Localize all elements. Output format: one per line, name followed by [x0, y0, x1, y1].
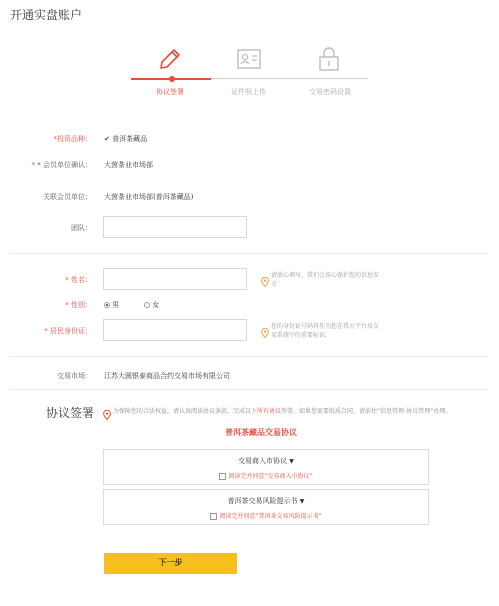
name-input[interactable] — [103, 268, 247, 290]
step-progress-track — [211, 78, 368, 79]
section-divider — [10, 389, 489, 390]
caret-down-icon: ▼ — [299, 498, 305, 505]
market-value: 江苏大圆银泰商品合约交易市场有限公司 — [104, 372, 230, 380]
product-option[interactable]: ✔ 普洱茶藏品 — [104, 135, 148, 143]
all-agreements-link[interactable]: 所有协议 — [257, 408, 282, 415]
related-unit-label: 关联会员单位： — [43, 193, 92, 201]
step-3-label[interactable]: 交易密码设置 — [309, 88, 351, 96]
market-label: 交易市场： — [57, 372, 92, 380]
gender-male-option[interactable]: 男 — [104, 300, 119, 310]
name-label: * 姓名： — [65, 276, 92, 284]
section-divider — [10, 253, 489, 254]
checkbox-icon — [219, 473, 226, 480]
check-icon: ✔ — [104, 135, 110, 143]
lock-icon — [318, 47, 340, 71]
team-label: 团队： — [71, 224, 92, 232]
name-hint: 请放心填写，我们会用心保护您的信息安全 — [271, 272, 380, 288]
agreement-checkbox[interactable]: 阅读完并同意“交易商入市协议” — [104, 471, 428, 480]
member-unit-label: * * 会员单位确认： — [31, 161, 92, 169]
sign-tip: 为保障您的合法权益，请认真阅读协议条款，完成以下所有协议签署。如果您需要纸质合同，请前往“信息管理-协议管理”办理。 — [113, 408, 452, 415]
checkbox-icon — [210, 513, 217, 520]
agreement-toggle[interactable]: 交易商入市协议 ▼ — [238, 457, 294, 465]
caret-down-icon: ▼ — [289, 458, 294, 465]
id-card-label: * 居民身份证： — [44, 327, 92, 335]
agreement-box-market-entry — [103, 449, 429, 485]
step-current-dot — [169, 76, 175, 82]
radio-checked-icon — [104, 302, 110, 308]
member-unit-value: 大茵茶业市场部 — [104, 161, 153, 169]
product-label: *投资品种： — [53, 135, 92, 143]
next-step-button[interactable]: 下一步 — [104, 553, 237, 574]
id-card-hint: 您的身份证号码将作为您在我方平台及交易系统中的重要标识。 — [271, 323, 380, 339]
location-pin-icon — [261, 323, 269, 333]
team-input[interactable] — [103, 216, 247, 238]
radio-unchecked-icon — [144, 302, 150, 308]
page-title: 开通实盘账户 — [10, 8, 83, 22]
sign-section-title: 协议签署 — [46, 406, 95, 420]
agreement-heading: 普洱茶藏品交易协议 — [225, 428, 297, 437]
agreement-checkbox[interactable]: 阅读完并同意“普洱茶交易风险提示书” — [104, 511, 428, 520]
agreement-box-risk-notice — [103, 489, 429, 525]
agreement-toggle[interactable]: 普洱茶交易风险提示书 ▼ — [227, 497, 305, 505]
related-unit-value: 大茵茶业市场部(普洱茶藏品) — [104, 193, 194, 201]
step-1-label[interactable]: 协议签署 — [156, 88, 184, 96]
step-2-label[interactable]: 证件照上传 — [231, 88, 266, 96]
gender-label: * 性别： — [65, 301, 92, 309]
location-pin-icon — [261, 272, 269, 282]
id-card-input[interactable] — [103, 319, 247, 341]
id-card-icon — [237, 49, 261, 69]
gender-female-option[interactable]: 女 — [144, 300, 159, 310]
pen-icon — [158, 47, 182, 71]
section-divider — [10, 356, 489, 357]
location-pin-icon — [103, 405, 111, 424]
